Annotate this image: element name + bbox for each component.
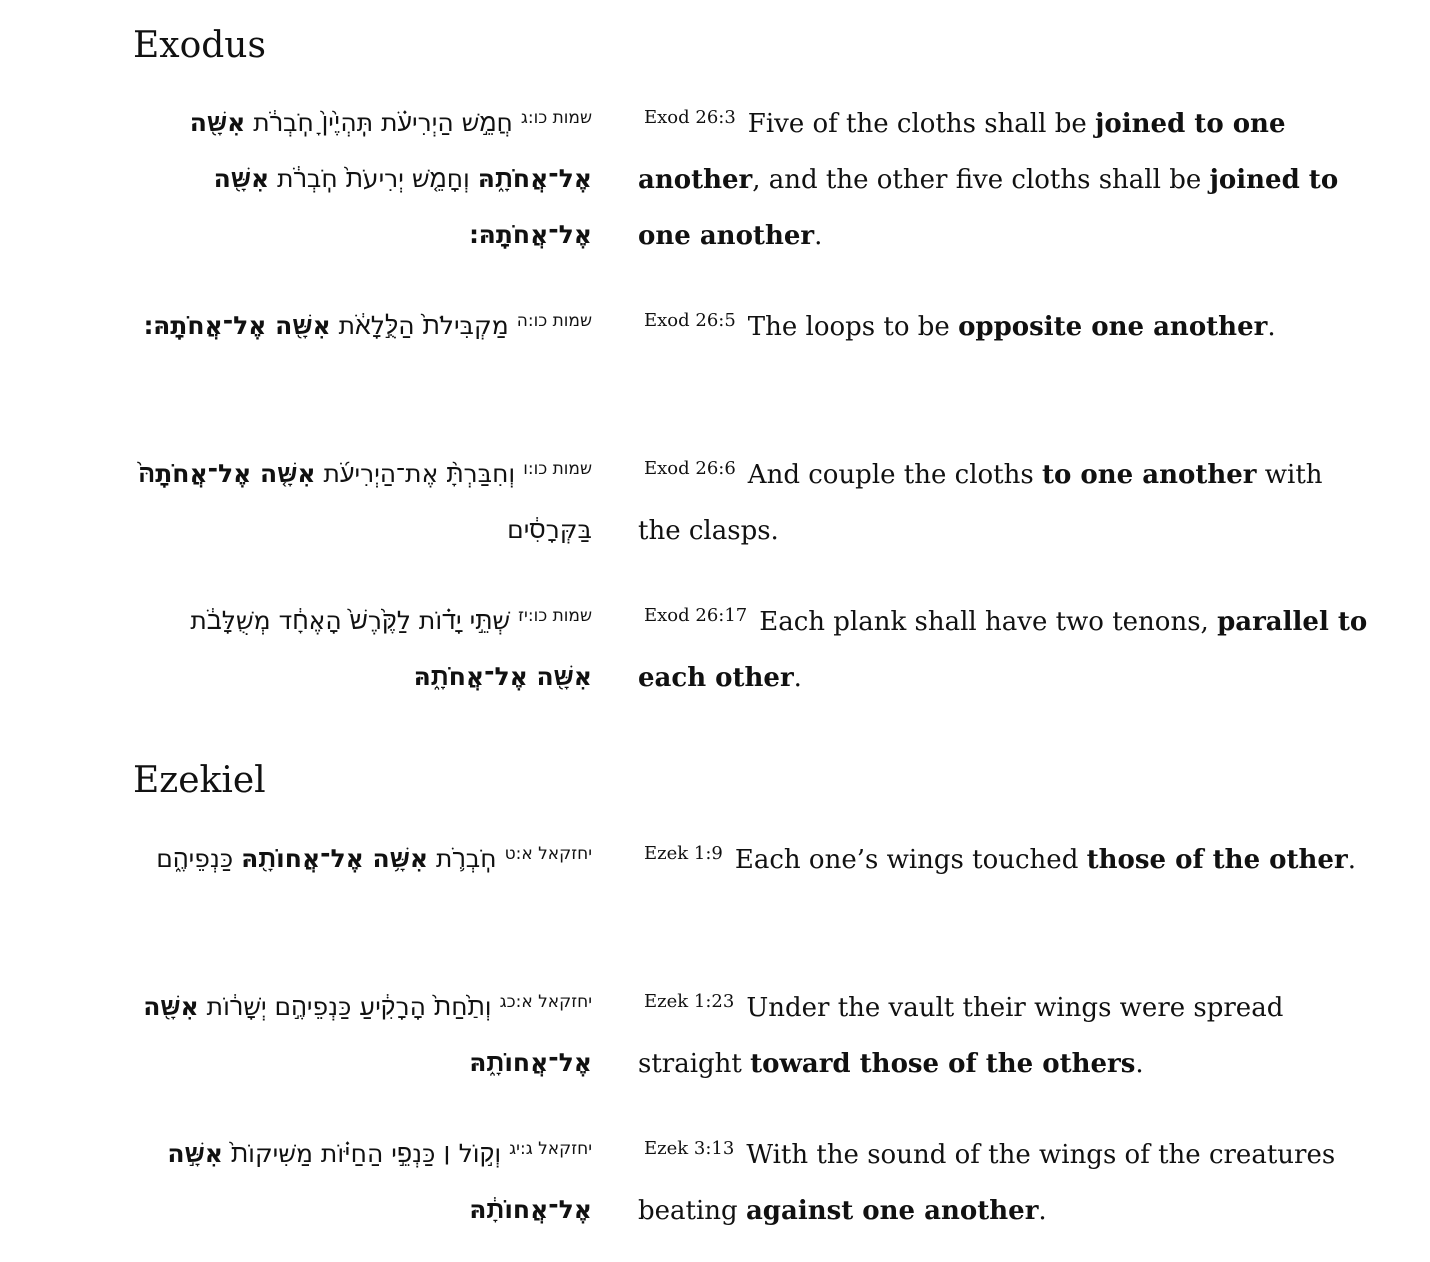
english-verse-ref: Ezek 1:23	[644, 991, 735, 1012]
hebrew-text: וְק֣וֹל ׀ כַּנְפֵ֣י הַחַיּ֗וֹת מַשִּׁיקוֹת֙	[222, 1139, 502, 1168]
hebrew-verse	[132, 588, 592, 705]
hebrew-verse	[132, 826, 592, 887]
english-verse	[638, 588, 1373, 706]
english-text: , and the other five cloths shall be	[752, 165, 1210, 195]
hebrew-text: וְחָמֵ֤שׁ יְרִיעֹת֙ חֹֽבְרֹ֔ת	[269, 164, 478, 193]
hebrew-verse-ref: יחזקאל ג:יג	[509, 1139, 592, 1159]
hebrew-text: בַּקְּרָסִ֔ים	[507, 515, 592, 544]
english-text: .	[1038, 1196, 1047, 1226]
hebrew-text: מַקְבִּילֹת֙ הַלֻּ֣לָאֹ֔ת	[330, 311, 509, 340]
english-text: .	[1267, 312, 1276, 342]
hebrew-text: שְׁתֵּ֣י יָד֗וֹת לַקֶּ֙רֶשׁ֙ הָאֶחָ֔ד מְשֻׁלָּבֹ֔ת	[190, 606, 511, 635]
english-verse-ref: Exod 26:5	[644, 310, 736, 331]
hebrew-verse	[132, 90, 592, 263]
english-phrase-highlight: those of the other	[1086, 845, 1348, 875]
hebrew-verse-ref: יחזקאל א:כג	[499, 992, 592, 1012]
english-text: Each one’s wings touched	[734, 845, 1087, 875]
english-text: Under the vault their wings were spread straight	[638, 993, 1284, 1079]
english-text: .	[793, 663, 802, 693]
hebrew-text: וְחִבַּרְתָּ֨ אֶת־הַיְרִיעֹ֜ת	[315, 459, 516, 488]
hebrew-verse	[132, 441, 592, 558]
english-text: .	[814, 221, 823, 251]
english-verse-ref: Ezek 1:9	[644, 843, 723, 864]
hebrew-phrase-highlight: אִשָּׁ֥ה אֶל־אֲחוֹתָ֖הּ	[241, 844, 429, 873]
english-verse	[638, 974, 1373, 1092]
hebrew-verse-ref: שמות כו:ה	[516, 311, 592, 331]
hebrew-phrase-highlight: אִשָּׁ֤ה אֶל־אֲחֹתָהּ֙	[138, 459, 316, 488]
hebrew-verse-ref: שמות כו:יז	[518, 606, 592, 626]
english-verse-ref: Exod 26:3	[644, 107, 736, 128]
hebrew-verse-ref: יחזקאל א:ט	[504, 844, 592, 864]
hebrew-phrase-highlight: אִשָּׁ֖ה אֶל־אֲחֹתָֽהּ׃	[213, 164, 592, 249]
english-text: Each plank shall have two tenons,	[759, 607, 1218, 637]
hebrew-phrase-highlight: אִשָּׁ֖ה אֶל־אֲחֹתָ֑הּ	[189, 108, 592, 193]
hebrew-phrase-highlight: אִשָּׁ֖ה אֶל־אֲחוֹתָ֑הּ	[143, 992, 592, 1077]
hebrew-verse	[132, 1121, 592, 1238]
hebrew-verse	[132, 974, 592, 1091]
english-text: And couple the cloths	[747, 460, 1042, 490]
hebrew-verse-ref: שמות כו:ו	[523, 459, 592, 479]
english-verse	[638, 293, 1373, 355]
hebrew-phrase-highlight: אִשָּׁ֖ה אֶל־אֲחֹתָֽהּ׃	[143, 311, 331, 340]
hebrew-phrase-highlight: אִשָּׁ֣ה אֶל־אֲחוֹתָ֔הּ	[167, 1139, 592, 1224]
english-text: With the sound of the wings of the creatures beating	[638, 1140, 1336, 1226]
english-phrase-highlight: to one another	[1041, 460, 1257, 490]
english-phrase-highlight: toward those of the others	[750, 1049, 1136, 1079]
english-phrase-highlight: opposite one another	[958, 312, 1268, 342]
hebrew-text: וְתַ֙חַת֙ הָרָקִ֔יעַ כַּנְפֵיהֶ֣ם יְשָׁר֔וֹת	[198, 992, 492, 1021]
english-phrase-highlight: joined to one another	[638, 109, 1286, 195]
book-title-exodus: Exodus	[133, 25, 266, 66]
english-verse-ref: Exod 26:6	[644, 458, 736, 479]
english-verse	[638, 1121, 1373, 1239]
english-text: The loops to be	[747, 312, 959, 342]
english-text: Five of the cloths shall be	[747, 109, 1095, 139]
hebrew-text: חֹֽבְרֹ֛ת	[428, 844, 497, 873]
english-verse	[638, 90, 1373, 264]
english-text: with the clasps.	[638, 460, 1323, 546]
english-text: .	[1347, 845, 1356, 875]
english-phrase-highlight: joined to one another	[638, 165, 1339, 251]
hebrew-verse	[132, 293, 592, 354]
hebrew-verse-ref: שמות כו:ג	[520, 108, 592, 128]
english-verse-ref: Exod 26:17	[644, 605, 748, 626]
hebrew-text: חֲמֵ֣שׁ הַיְרִיעֹ֗ת תִּֽהְיֶ֙יןָ֙ חֹֽבְרֹ֔ת	[245, 108, 513, 137]
english-verse-ref: Ezek 3:13	[644, 1138, 735, 1159]
hebrew-phrase-highlight: אִשָּׁ֖ה אֶל־אֲחֹתָ֑הּ	[413, 662, 592, 691]
english-phrase-highlight: against one another	[745, 1196, 1039, 1226]
hebrew-text: כַּנְפֵיהֶ֑ם	[156, 844, 242, 873]
english-verse	[638, 826, 1373, 888]
english-text: .	[1135, 1049, 1144, 1079]
book-title-ezekiel: Ezekiel	[133, 760, 266, 801]
english-phrase-highlight: parallel to each other	[638, 607, 1368, 693]
english-verse	[638, 441, 1373, 559]
